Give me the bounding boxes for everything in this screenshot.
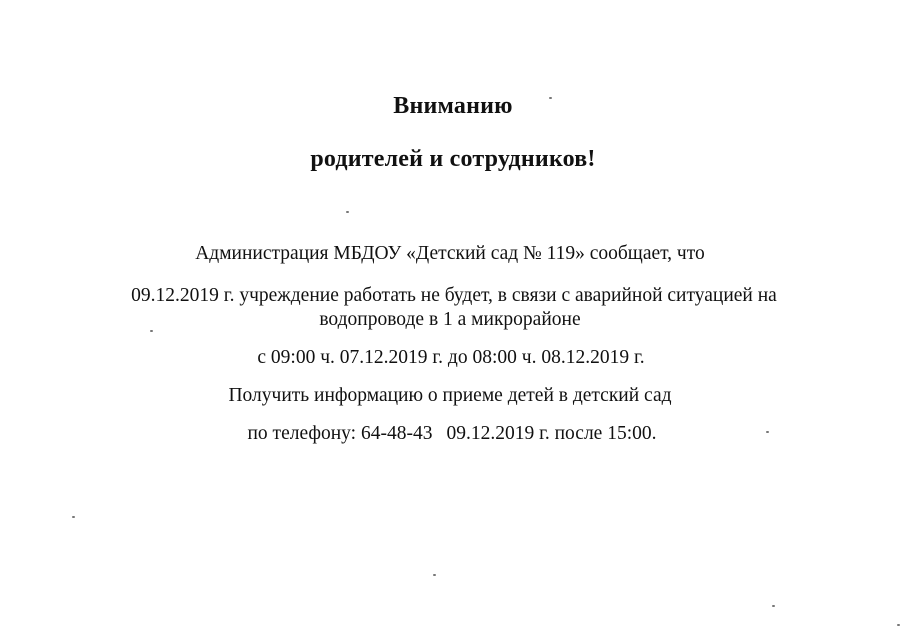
scan-speck: [549, 97, 552, 99]
notice-line-closure: 09.12.2019 г. учреждение работать не будет, в связи с аварийной ситуацией на: [131, 285, 777, 306]
notice-line-period: с 09:00 ч. 07.12.2019 г. до 08:00 ч. 08.12.2019 г.: [257, 347, 645, 368]
contact-phone: по телефону: 64-48-43: [247, 423, 433, 444]
scan-speck: [346, 211, 349, 213]
notice-title-audience: родителей и сотрудников!: [310, 146, 596, 172]
scan-speck: [433, 574, 436, 576]
scan-speck: [72, 516, 75, 518]
contact-time: 09.12.2019 г. после 15:00.: [446, 423, 657, 444]
scan-speck: [150, 330, 153, 332]
notice-line-contact: [2, 423, 900, 445]
notice-title-attention: Вниманию: [393, 93, 513, 119]
notice-line-administration: Администрация МБДОУ «Детский сад № 119» сообщает, что: [195, 243, 705, 264]
scan-speck: [766, 431, 769, 433]
scan-speck: [772, 605, 775, 607]
notice-line-location: водопроводе в 1 а микрорайоне: [319, 309, 581, 330]
notice-line-info: Получить информацию о приеме детей в детский сад: [228, 385, 672, 406]
